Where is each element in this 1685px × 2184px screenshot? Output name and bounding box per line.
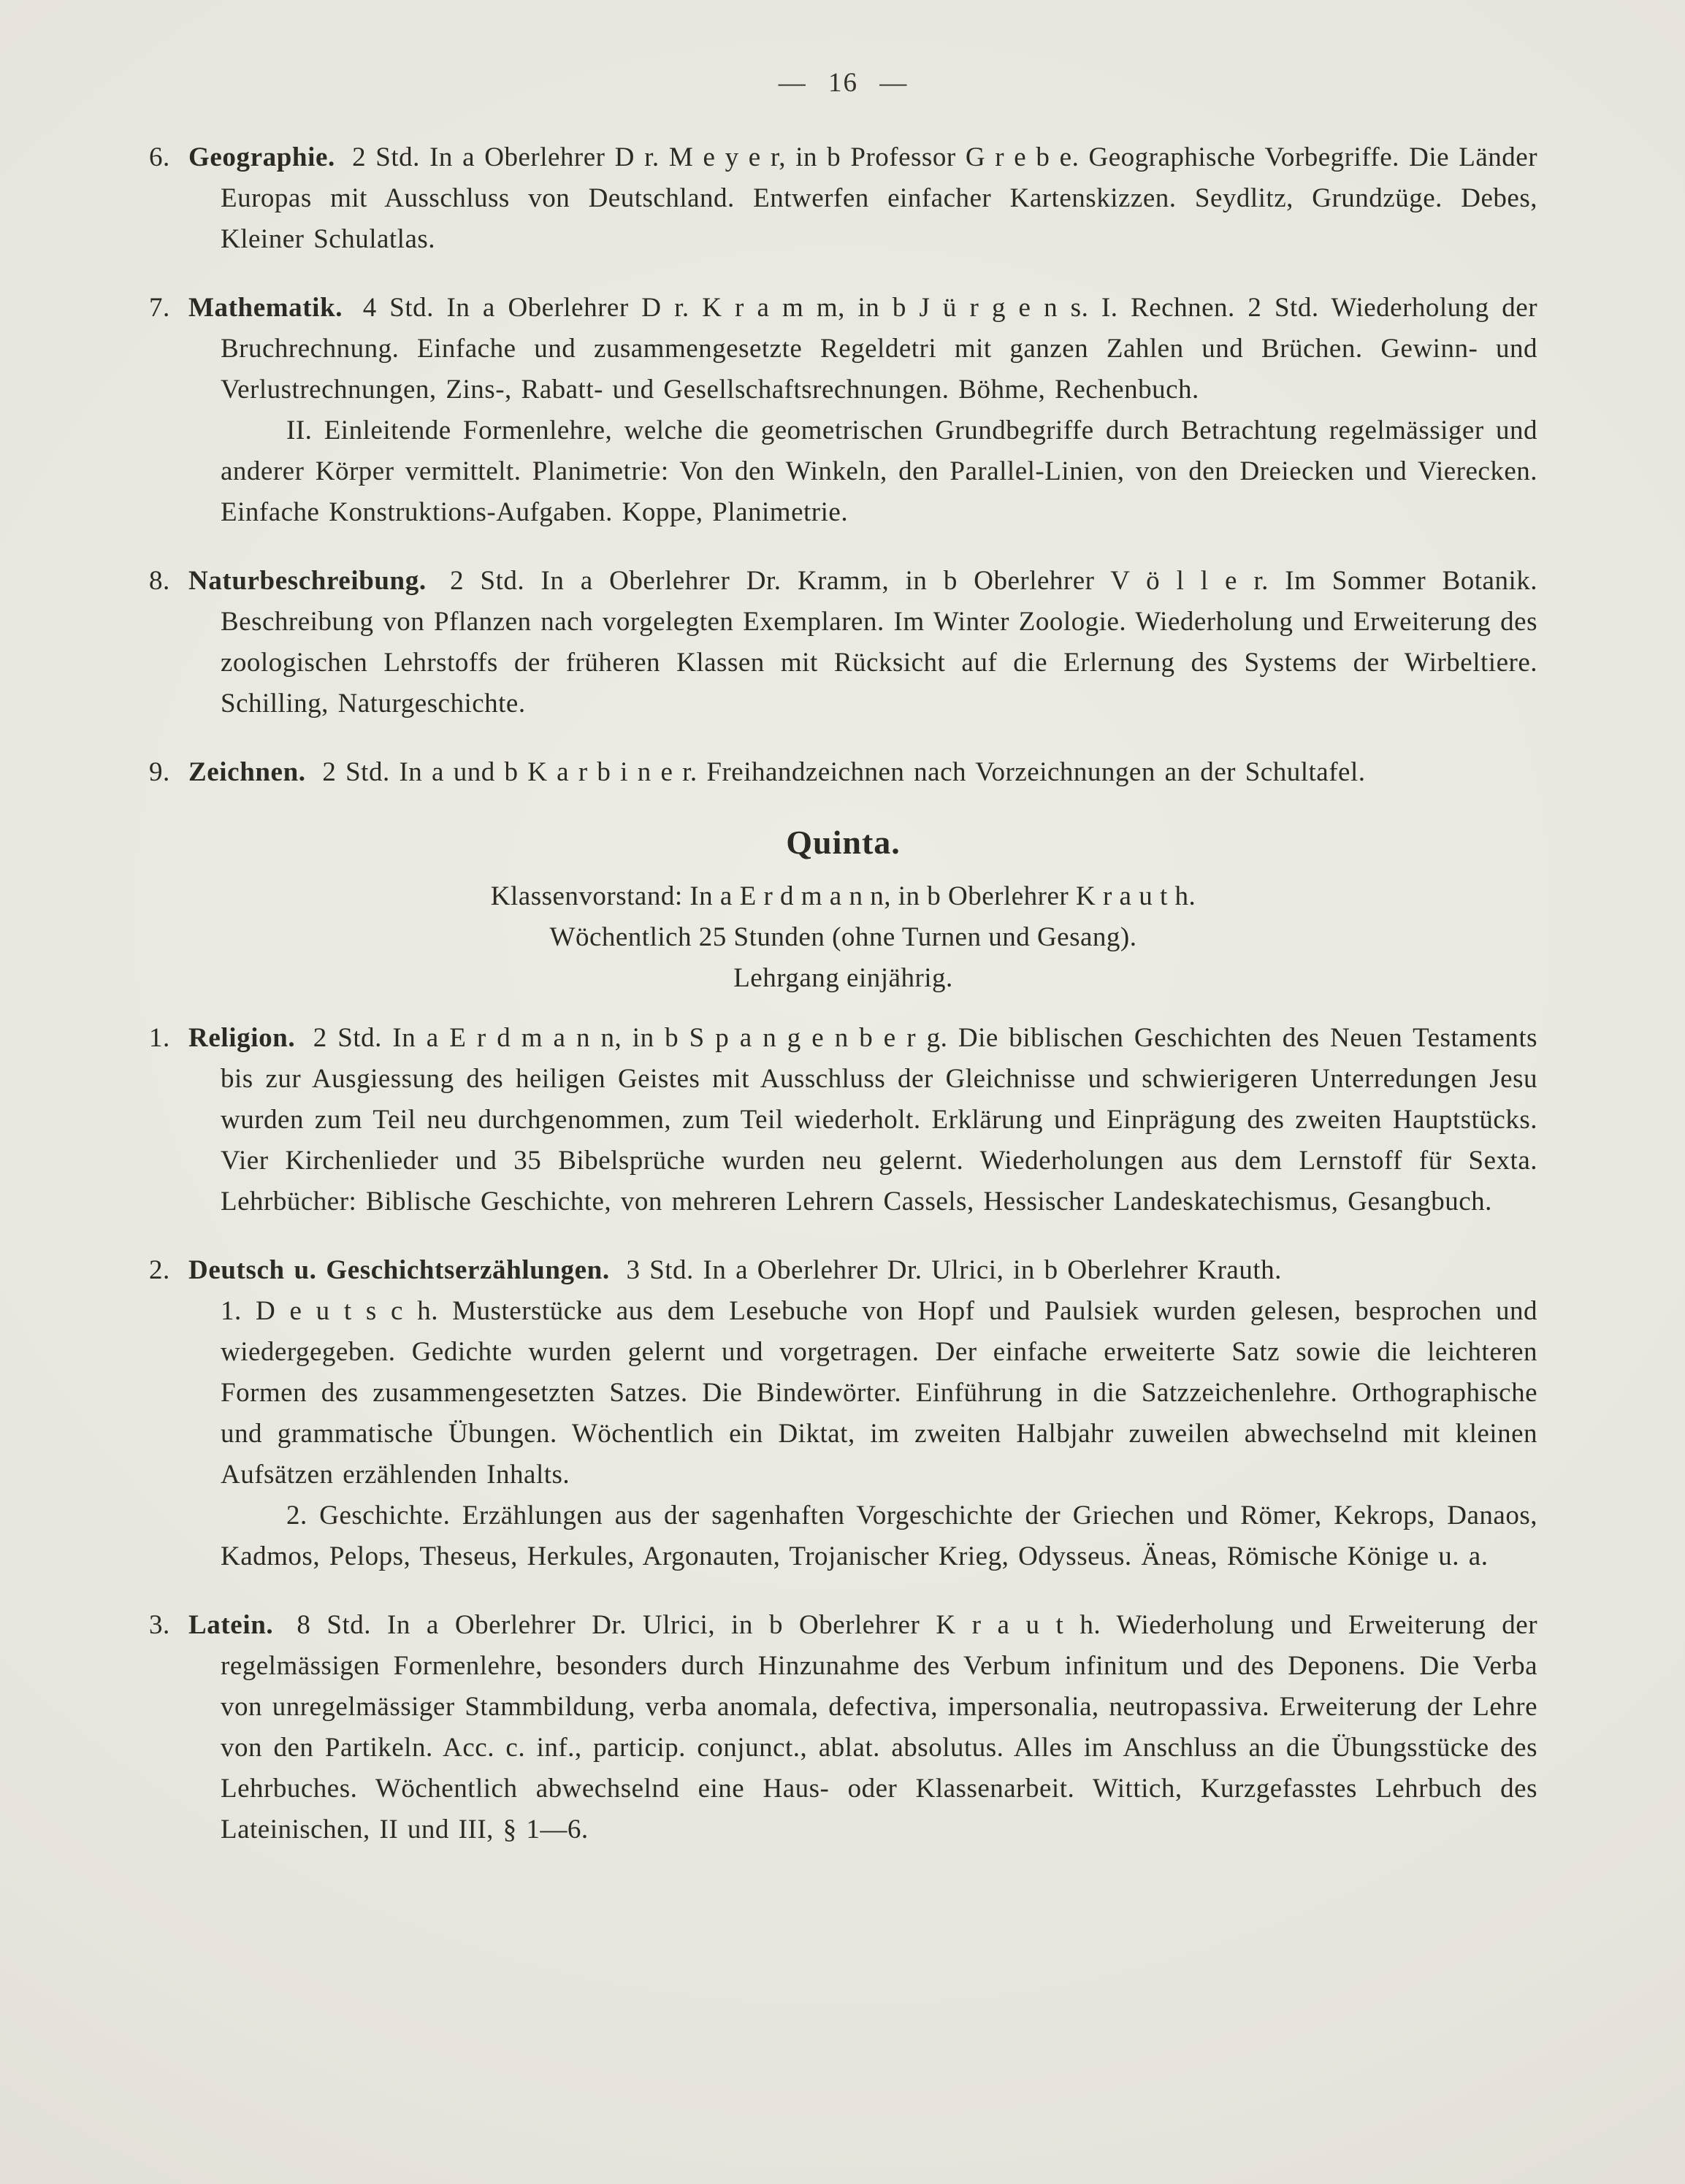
list-item-religion (149, 1018, 1537, 1222)
list-item-mathematik (149, 288, 1537, 533)
list-item-zeichnen (149, 752, 1537, 793)
lehrgang-line: Lehrgang einjährig. (733, 963, 953, 993)
item-lead (149, 752, 1537, 793)
item-number: 9. (149, 757, 170, 787)
section-quinta-header (149, 821, 1537, 999)
item-lead (149, 561, 1538, 724)
item-title: Geographie. (188, 142, 335, 172)
item-lead (149, 1250, 1537, 1291)
list-item-latein (149, 1605, 1537, 1850)
item-title: Latein. (188, 1610, 274, 1640)
item-title: Naturbeschreibung. (188, 566, 427, 596)
item-text: 2 Std. In a und b K a r b i n e r. Freihandzeichnen nach Vorzeichnungen an der Schultafel. (322, 757, 1366, 787)
list-item-deutsch-geschichte (149, 1250, 1537, 1577)
item-number: 6. (149, 142, 170, 172)
item-text: 4 Std. In a Oberlehrer D r. K r a m m, in b J ü r g e n s. I. Rechnen. 2 Std. Wiederholung der Bruchrechnung. Einfache und zusammengesetzte Regeldetri mit ganzen Zahlen und Brüchen. Gewinn- und Verlustrechnungen, Zins-, Rabatt- und Gesellschaftsrechnungen. Böhme, Rechenbuch. (221, 293, 1538, 405)
quinta-heading: Quinta. (786, 824, 901, 861)
item-lead (149, 288, 1538, 410)
item-title: Religion. (188, 1023, 296, 1053)
item-lead (149, 137, 1538, 260)
item-lead (149, 1605, 1538, 1850)
item-number: 1. (149, 1023, 170, 1053)
item-number: 7. (149, 293, 170, 323)
item-text: 2 Std. In a Oberlehrer Dr. Kramm, in b Oberlehrer V ö l l e r. Im Sommer Botanik. Beschreibung von Pflanzen nach vorgelegten Exemplaren. Im Winter Zoologie. Wiederholung und Erweiterung des zoologischen Lehrstoffs der früheren Klassen mit Rücksicht auf die Erlernung des Systems der Wirbeltiere. Schilling, Naturgeschichte. (221, 566, 1538, 719)
item-paragraph: 2. Geschichte. Erzählungen aus der sagenhaften Vorgeschichte der Griechen und Römer, Kekrops, Danaos, Kadmos, Pelops, Theseus, Herkules, Argonauten, Trojanischer Krieg, Odysseus. Äneas, Römische Könige u. a. (221, 1501, 1537, 1571)
page-number: — 16 — (778, 68, 909, 98)
item-title: Deutsch u. Geschichtserzählungen. (188, 1255, 610, 1285)
item-text: 3 Std. In a Oberlehrer Dr. Ulrici, in b Oberlehrer Krauth. (626, 1255, 1282, 1285)
item-lead (149, 1018, 1538, 1222)
item-paragraph: II. Einleitende Formenlehre, welche die geometrischen Grundbegriffe durch Betrachtung regelmässiger und anderer Körper vermittelt. Planimetrie: Von den Winkeln, den Parallel-Linien, von den Dreiecken und Vierecken. Einfache Konstruktions-Aufgaben. Koppe, Planimetrie. (221, 415, 1537, 527)
item-text: 8 Std. In a Oberlehrer Dr. Ulrici, in b Oberlehrer K r a u t h. Wiederholung und Erweiterung der regelmässigen Formenlehre, besonders durch Hinzunahme des Verbum infinitum und des Deponens. Die Verba von unregelmässiger Stammbildung, verba anomala, defectiva, impersonalia, neutropassiva. Erweiterung der Lehre von den Partikeln. Acc. c. inf., particip. conjunct., ablat. absolutus. Alles im Anschluss an die Übungsstücke des Lehrbuches. Wöchentlich abwechselnd eine Haus- oder Klassenarbeit. Wittich, Kurzgefasstes Lehrbuch des Lateinischen, II und III, § 1—6. (221, 1610, 1538, 1844)
section-sexta (149, 137, 1537, 793)
list-item-geographie (149, 137, 1537, 260)
section-quinta (149, 1018, 1537, 1850)
item-number: 3. (149, 1610, 170, 1640)
item-paragraph: 1. D e u t s c h. Musterstücke aus dem Lesebuche von Hopf und Paulsiek wurden gelesen, besprochen und wiedergegeben. Gedichte wurden gelernt und vorgetragen. Der einfache erweiterte Satz sowie die leichteren Formen des zusammengesetzten Satzes. Die Bindewörter. Einführung in die Satzzeichenlehre. Orthographische und grammatische Übungen. Wöchentlich ein Diktat, im zweiten Halbjahr zuweilen abwechselnd mit kleinen Aufsätzen erzählenden Inhalts. (221, 1296, 1537, 1490)
item-text: 2 Std. In a Oberlehrer D r. M e y e r, in b Professor G r e b e. Geographische Vorbegriffe. Die Länder Europas mit Ausschluss von Deutschland. Entwerfen einfacher Kartenskizzen. Seydlitz, Grundzüge. Debes, Kleiner Schulatlas. (221, 142, 1538, 254)
klassenvorstand-line: Klassenvorstand: In a E r d m a n n, in b Oberlehrer K r a u t h. (490, 881, 1196, 911)
item-text: 2 Std. In a E r d m a n n, in b S p a n g e n b e r g. Die biblischen Geschichten des Neuen Testaments bis zur Ausgiessung des heiligen Geistes mit Ausschluss der Gleichnisse und schwierigeren Unterredungen Jesu wurden zum Teil neu durchgenommen, zum Teil wiederholt. Erklärung und Einprägung des zweiten Hauptstücks. Vier Kirchenlieder und 35 Bibelsprüche wurden neu gelernt. Wiederholungen aus dem Lernstoff für Sexta. Lehrbücher: Biblische Geschichte, von mehreren Lehrern Cassels, Hessischer Landeskatechismus, Gesangbuch. (221, 1023, 1538, 1216)
item-number: 8. (149, 566, 170, 596)
stunden-line: Wöchentlich 25 Stunden (ohne Turnen und Gesang). (549, 922, 1137, 952)
item-title: Mathematik. (188, 293, 343, 323)
item-number: 2. (149, 1255, 170, 1285)
item-title: Zeichnen. (188, 757, 306, 787)
list-item-naturbeschreibung (149, 561, 1537, 724)
